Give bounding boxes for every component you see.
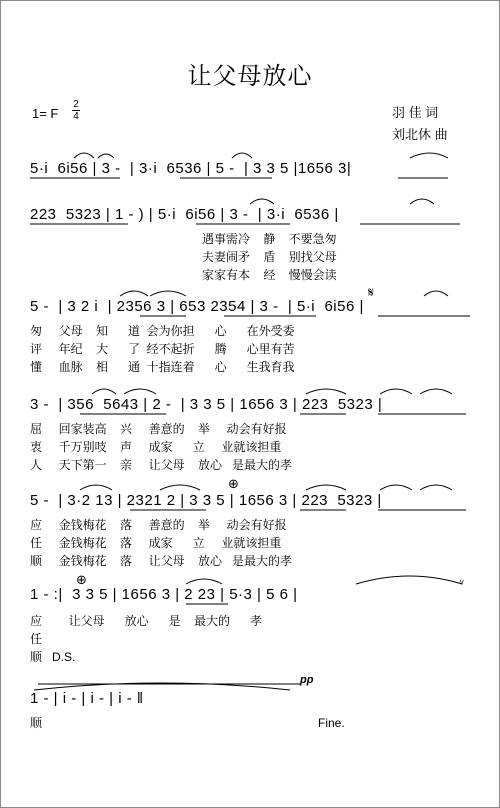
notation-line-6: 1 - :| 3 3 5 | 1656 3 | 2 23 | 5·3 | 5 6 | [30, 586, 298, 603]
lyric-line-6-verse-2: 任 [30, 632, 43, 646]
notation-line-2: 223 5323 | 1 - ) | 5·i 6i56 | 3 - | 3·i 6536 | [30, 206, 339, 223]
song-title: 让父母放心 [187, 63, 313, 90]
lyricist-credit: 羽 佳 词 [392, 105, 439, 120]
notation-line-4: 3 - | 356 5643 | 2 - | 3 3 5 | 1656 3 | 223 5323 | [30, 396, 383, 413]
lyric-line-4-verse-1: 屈 回家装高 兴 善意的 举 动会有好报 [30, 422, 287, 436]
dynamic-marking: pp [300, 674, 314, 686]
notation-line-7: 1 - | i - | i - | i - ‖ [30, 690, 144, 707]
notation-line-3: 5 - | 3 2 i | 2356 3 | 653 2354 | 3 - | 5·i 6i56 | [30, 298, 364, 315]
notation-line-1: 5·i 6i56 | 3 - | 3·i 6536 | 5 - | 3 3 5 |1656 3| [30, 160, 352, 177]
lyric-line-4-verse-2: 衷 千万别吱 声 成家 立 业就该担重 [30, 440, 282, 454]
lyric-line-3-verse-1: 匆 父母 知 道 会为你担 心 在外受委 [30, 324, 295, 338]
coda-sign-1: ⊕ [228, 476, 239, 491]
time-sig-denominator: 4 [73, 111, 79, 122]
lyric-line-7-verse-1: 顺 [30, 716, 43, 730]
lyric-line-2-verse-3: 家家有本 经 慢慢会读 [202, 268, 337, 282]
lyric-line-6-verse-3: 顺 D.S. [30, 650, 76, 664]
key-signature: 1= F [32, 106, 59, 121]
lyric-line-6-verse-1: 应 让父母 放心 是 最大的 孝 [30, 614, 263, 628]
fermata-sign: ᵛ [460, 578, 464, 590]
lyric-line-5-verse-3: 顺 金钱梅花 落 让父母 放心 是最大的孝 [30, 554, 293, 568]
lyric-line-2-verse-2: 夫妻闹矛 盾 别找父母 [202, 250, 337, 264]
lyric-line-3-verse-2: 评 年纪 大 了 经不起折 腾 心里有苦 [30, 342, 295, 356]
coda-sign-2: ⊕ [76, 572, 87, 587]
notation-line-5: 5 - | 3·2 13 | 2321 2 | 3 3 5 | 1656 3 | 223 5323 | [30, 492, 382, 509]
lyric-line-5-verse-1: 应 金钱梅花 落 善意的 举 动会有好报 [30, 518, 287, 532]
lyric-line-5-verse-2: 任 金钱梅花 落 成家 立 业就该担重 [30, 536, 282, 550]
lyric-line-2-verse-1: 遇事需冷 静 不要急匆 [202, 232, 337, 246]
fine-marking: Fine. [318, 716, 345, 730]
time-sig-numerator: 2 [73, 99, 79, 110]
segno-sign: 𝄋 [368, 284, 375, 300]
lyric-line-4-verse-3: 人 天下第一 亲 让父母 放心 是最大的孝 [30, 458, 293, 472]
composer-credit: 刘北休 曲 [392, 127, 448, 142]
lyric-line-3-verse-3: 懂 血脉 相 通 十指连着 心 生我育我 [30, 360, 295, 374]
